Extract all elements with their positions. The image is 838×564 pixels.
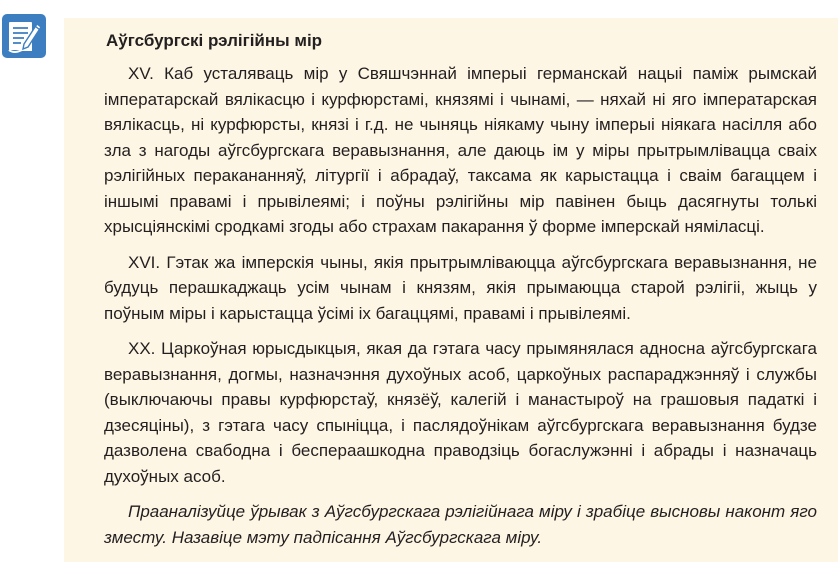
article-xvi-paragraph: XVI. Гэтак жа імперскія чыны, якія прытрымліваюцца аўгсбургскага веравызнання, не будуць перашкаджаць усім чынам і князям, якія прымаюцца старой рэлігіі, жыць у поўным міры і карыстацца ўсімі іх багаццямі, правамі і прывілеямі. (104, 252, 817, 323)
document-pencil-icon (2, 14, 46, 58)
source-document-panel (64, 18, 838, 562)
article-xv-paragraph: XV. Каб усталяваць мір у Свяшчэннай імперыі германскай нацыі паміж рымскай імператарскай вялікасцю і курфюрстамі, князямі і чынамі, — няхай ні яго імператарская вялікасць, ні курфюрсты, князі і г.д. не чыняць ніякаму чыну імперыі ніякага насілля або зла з нагоды аўгсбургскага веравызнання, але даюць ім у міры прытрымлівацца сваіх рэлігійных перакананняў, літургії і абрадаў, таксама як карыстацца і сваім багаццем і іншымі правамі і прывілеямі; і поўны рэлігійны мір павінен быць дасягнуты толькі хрысціянскімі сродкамі згоды або страхам пакарання ў форме імперскай няміласці. (104, 64, 817, 236)
document-title: Аўгсбургскі рэлігійны мір (106, 31, 323, 50)
article-xx-paragraph: XX. Царкоўная юрысдыкцыя, якая да гэтага часу прымянялася адносна аўгсбургскага веравызнання, догмы, назначэння духоўных асоб, царкоўных распараджэнняў і службы (выключаючы правы курфюрстаў, князёў, калегій і манастыроў на грашовыя падаткі і дзесяціны), з гэтага часу спыніцца, і паслядоўнікам аўгсбургскага веравызнання будзе дазволена свабодна і беспераашкодна праводзіць богаслужэнні і абрады і назначаць духоўных асоб. (104, 339, 817, 486)
document-body (104, 61, 817, 550)
task-question: Прааналізуйце ўрывак з Аўгсбургскага рэлігійнага міру і зрабіце высновы наконт яго зместу. Назавіце мэту падпісання Аўгсбургскага міру. (104, 502, 817, 547)
